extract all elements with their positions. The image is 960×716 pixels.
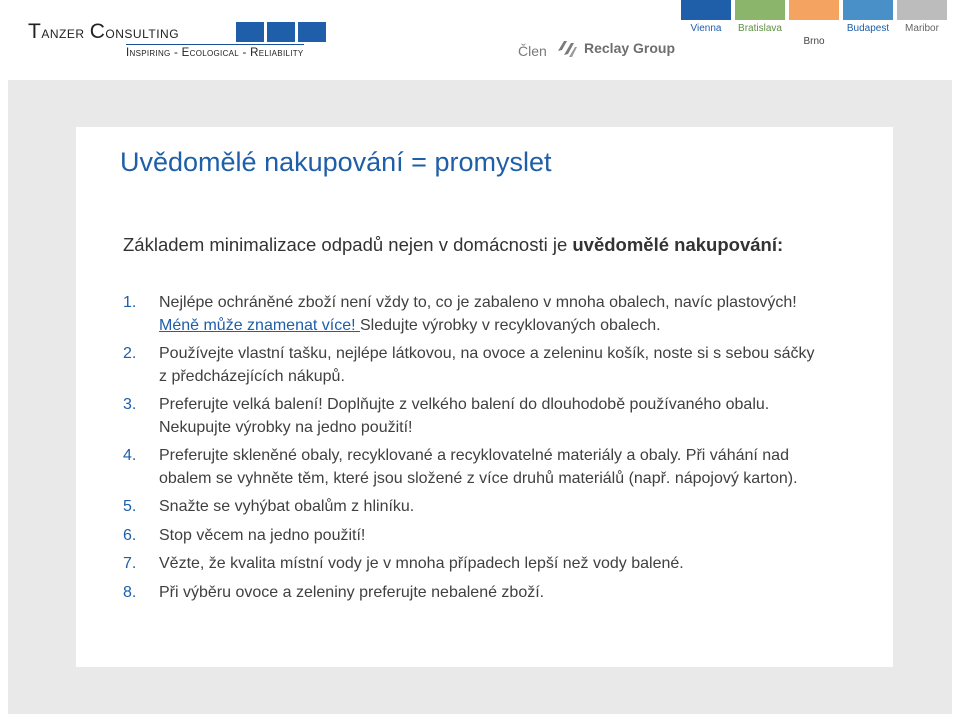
partner-name: Reclay Group [584,40,676,56]
city-budapest[interactable]: Budapest [842,0,894,34]
list-item: 2. Používejte vlastní tašku, nejlépe látkovou, na ovoce a zeleninu košík, noste si s sebou sáčky z předcházejících nákupů. [123,345,815,385]
logo-name: Tanzer Consulting [28,20,180,43]
city-vienna[interactable]: Vienna [680,0,732,34]
company-logo [28,20,308,65]
city-bar [680,0,960,60]
member-label: Člen [518,43,547,59]
slide-title: Uvědomělé nakupování = promyslet [120,147,552,177]
logo-tagline: Inspiring - Ecological - Reliability [126,44,304,59]
highlight-link[interactable]: Méně může znamenat více! [159,316,360,334]
logo-squares-icon [236,22,326,42]
list-item: 7. Vězte, že kvalita místní vody je v mnoha případech lepší než vody balené. [123,555,684,572]
list-item: 1. Nejlépe ochráněné zboží není vždy to, co je zabaleno v mnoha obalech, navíc plastových! Méně může znamenat více! Sledujte výrobky v recyklovaných obalech. [123,294,797,334]
city-brno[interactable]: Brno [788,0,840,47]
slide-intro: Základem minimalizace odpadů nejen v domácnosti je uvědomělé nakupování: [123,234,784,255]
partner-logo [556,37,675,59]
city-bratislava[interactable]: Bratislava [734,0,786,34]
list-item: 8. Při výběru ovoce a zeleniny preferujte nebalené zboží. [123,583,545,601]
city-maribor[interactable]: Maribor [896,0,948,34]
reclay-mark-icon [556,37,578,59]
list-item: 6. Stop věcem na jedno použití! [123,526,366,544]
tips-list [123,292,823,610]
list-item: 3. Preferujte velká balení! Doplňujte z velkého balení do dlouhodobě používaného obalu. Nekupujte výrobky na jedno použití! [123,396,770,436]
list-item: 5. Snažte se vyhýbat obalům z hliníku. [123,498,415,515]
list-item: 4. Preferujte skleněné obaly, recyklované a recyklovatelné materiály a obaly. Při váhání nad obalem se vyhněte těm, které jsou složené z více druhů materiálů (např. nápojový karton). [123,447,798,487]
